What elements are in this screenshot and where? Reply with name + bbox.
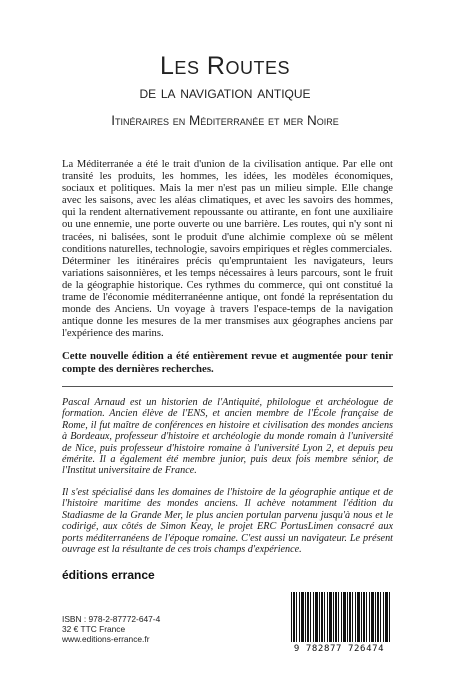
title-block <box>0 52 450 130</box>
barcode <box>285 590 393 656</box>
divider <box>62 386 393 387</box>
book-subtitle: Itinéraires en Méditerranée et mer Noire <box>111 113 339 128</box>
website-link[interactable]: www.editions-errance.fr <box>62 634 150 644</box>
description-paragraph-2: Déterminer les itinéraires précis qu'empruntaient les navigateurs, leurs variations saisonnières, et les temps nécessaires à leurs parcours, sont le fruit de la géographie historique. Ces rythmes du commerce, qui ont constitué la trame de l'économie méditerranéenne antique, ont fondé la représentation du monde des Anciens. Un voyage à travers l'espace-temps de la navigation antique donne les mesures de la mer transmises aux géographes anciens par l'expérience des marins. <box>62 255 393 340</box>
book-title-line2: de la navigation antique <box>139 83 311 102</box>
barcode-digits: 9 782877 726474 <box>293 644 385 654</box>
author-bio-1: Pascal Arnaud est un historien de l'Antiquité, philologue et archéologue de formation. Ancien élève de l'ENS, et ancien membre de l'École française de Rome, il fut maître de conférences en histoire et civilisation des mondes anciens à Bordeaux, professeur d'histoire et archéologie du monde romain à l'université de Nice, puis professeur d'histoire romaine à l'université Lyon 2, et depuis peu émérite. Il a également été membre junior, puis deux fois membre sénior, de l'Institut universitaire de France. <box>62 397 393 477</box>
publisher-name: éditions errance <box>62 568 155 582</box>
book-info <box>62 614 160 644</box>
description-paragraph-1: La Méditerranée a été le trait d'union de la civilisation antique. Par elle ont transité les produits, les hommes, les idées, les modèles économiques, sociaux et politiques. Mais la mer n'est pas un milieu simple. Elle change avec les saisons, avec les aléas climatiques, et avec les savoirs des hommes, qui la rendent alternativement repoussante ou attirante, en font une auxiliaire ou une ennemie, une porte ouverte ou une barrière. Les routes, qui n'y sont ni tracées, ni balisées, sont le produit d'une alchimie complexe où se mêlent conditions naturelles, technologie, savoirs empiriques et règles commerciales. <box>62 159 393 255</box>
price-text: 32 € TTC France <box>62 624 126 634</box>
author-bio-2: Il s'est spécialisé dans les domaines de l'histoire de la géographie antique et de l'histoire maritime des mondes anciens. Il achève notamment l'édition du Stadiasme de la Grande Mer, le plus ancien portulan parvenu jusqu'à nous et le codirigé, aux côtés de Simon Keay, le projet ERC PortusLimen consacré aux ports méditerranéens de l'époque romaine. C'est aussi un navigateur. Le présent ouvrage est la résultante de ces trois champs d'expérience. <box>62 487 393 556</box>
back-cover-text <box>62 159 393 566</box>
book-title: Les Routes <box>160 52 290 80</box>
barcode-bars <box>291 592 391 642</box>
isbn-text: ISBN : 978-2-87772-647-4 <box>62 614 161 624</box>
edition-note: Cette nouvelle édition a été entièrement revue et augmentée pour tenir compte des dernières recherches. <box>62 350 393 375</box>
